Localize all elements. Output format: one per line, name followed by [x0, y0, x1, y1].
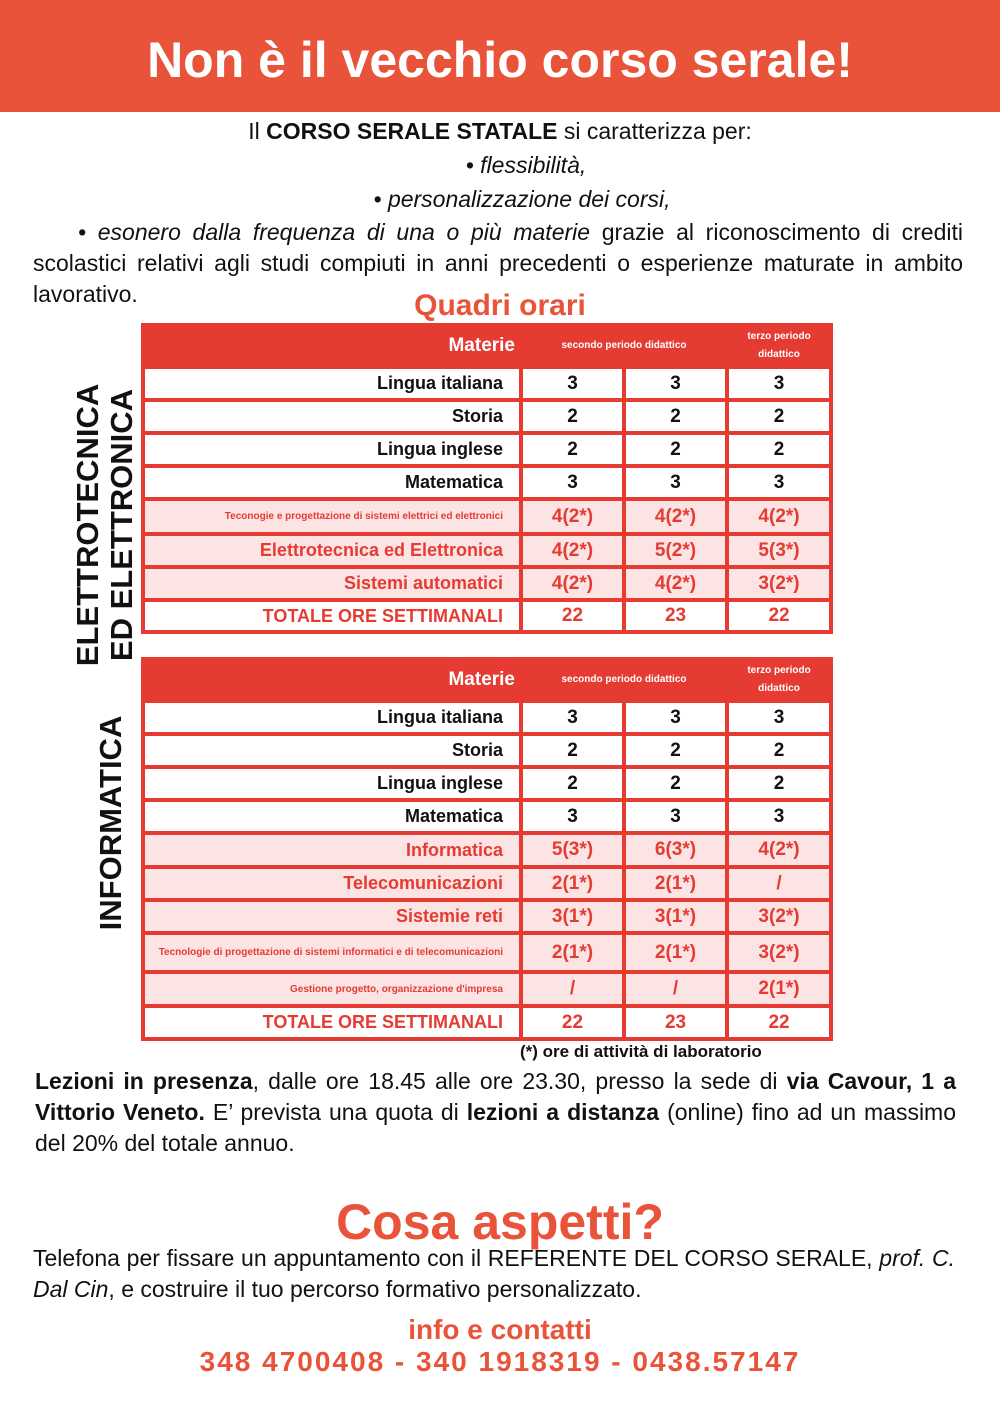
table-row — [145, 468, 829, 497]
intro-heading — [0, 116, 1000, 146]
hours-cell: 3(1*) — [523, 902, 622, 931]
page-title: Non è il vecchio corso serale! — [147, 32, 853, 88]
hours-cell: 3 — [626, 369, 725, 398]
hours-cell: 3 — [523, 703, 622, 732]
subject-cell: TOTALE ORE SETTIMANALI — [145, 1008, 519, 1037]
hours-cell: 2 — [729, 736, 829, 765]
hours-cell: 2 — [729, 402, 829, 431]
esonero-rest: grazie al riconoscimento di crediti scolastici relativi agli studi compiuti in anni precedenti o esperienze maturate in ambito lavorativo. — [33, 219, 963, 307]
header-secondo: secondo periodo didattico — [561, 340, 687, 351]
table-row — [145, 902, 829, 931]
hours-cell: 2(1*) — [523, 935, 622, 970]
hours-cell: 4(2*) — [729, 835, 829, 865]
telefona-paragraph: Telefona per fissare un appuntamento con il REFERENTE DEL CORSO SERALE, prof. C. Dal Cin, e costruire il tuo percorso formativo personalizzato. — [33, 1245, 956, 1302]
table-header — [145, 661, 829, 699]
hours-cell: 3 — [729, 703, 829, 732]
hours-cell: 2(1*) — [626, 935, 725, 970]
cta-heading: Cosa aspetti? — [336, 1194, 664, 1250]
table-row — [145, 402, 829, 431]
hours-cell: 3 — [626, 802, 725, 831]
phone-numbers: 348 4700408 - 340 1918319 - 0438.57147 — [199, 1346, 801, 1377]
table-row — [145, 569, 829, 598]
subject-cell: Lingua inglese — [145, 435, 519, 464]
hours-cell: 2 — [729, 435, 829, 464]
table-informatica — [141, 657, 833, 1041]
hours-cell: 3(2*) — [729, 569, 829, 598]
hours-cell: 3(1*) — [626, 902, 725, 931]
hours-cell: 23 — [626, 1008, 725, 1037]
quadri-orari-title: Quadri orari — [414, 289, 586, 322]
hours-cell: 3(2*) — [729, 935, 829, 970]
subject-cell: Lingua italiana — [145, 703, 519, 732]
intro-pre: Il — [248, 118, 267, 144]
header-secondo: secondo periodo didattico — [561, 674, 687, 685]
subject-cell: Matematica — [145, 468, 519, 497]
hours-cell: 23 — [626, 602, 725, 630]
hours-cell: 3 — [626, 468, 725, 497]
hours-cell: 4(2*) — [523, 536, 622, 565]
table-row — [145, 835, 829, 865]
hours-cell: 2 — [523, 402, 622, 431]
subject-cell: Storia — [145, 736, 519, 765]
table-row — [145, 736, 829, 765]
table-row — [145, 536, 829, 565]
hours-cell: 3 — [729, 369, 829, 398]
intro-bold: CORSO SERALE STATALE — [266, 118, 558, 144]
table-total-row — [145, 1008, 829, 1037]
hours-cell: / — [729, 869, 829, 898]
hours-cell: 2 — [523, 435, 622, 464]
table-elettrotecnica — [141, 323, 833, 634]
subject-cell: Sistemie reti — [145, 902, 519, 931]
hours-cell: 3 — [729, 468, 829, 497]
subject-cell: Sistemi automatici — [145, 569, 519, 598]
subject-cell: Storia — [145, 402, 519, 431]
hours-cell: 2 — [626, 435, 725, 464]
subject-cell: Teconogie e progettazione di sistemi elettrici ed elettronici — [145, 501, 519, 532]
hours-cell: 22 — [729, 1008, 829, 1037]
hours-cell: 6(3*) — [626, 835, 725, 865]
hours-cell: 3 — [523, 369, 622, 398]
hours-cell: 5(2*) — [626, 536, 725, 565]
hours-cell: 4(2*) — [626, 501, 725, 532]
hours-cell: 3 — [729, 802, 829, 831]
table-total-row — [145, 602, 829, 630]
subject-cell: Lingua inglese — [145, 769, 519, 798]
hours-cell: 4(2*) — [729, 501, 829, 532]
hours-cell: 22 — [729, 602, 829, 630]
table-row — [145, 935, 829, 970]
footnote-laboratorio: (*) ore di attività di laboratorio — [520, 1042, 762, 1061]
hours-cell: / — [523, 974, 622, 1004]
hours-cell: / — [626, 974, 725, 1004]
hours-cell: 22 — [523, 1008, 622, 1037]
hours-cell: 2 — [626, 769, 725, 798]
intro-post: si caratterizza per: — [557, 118, 752, 144]
table-header — [145, 327, 829, 365]
hours-cell: 3 — [626, 703, 725, 732]
table1-label: ELETTROTECNICA ED ELETTRONICA — [70, 383, 139, 667]
hours-cell: 3 — [523, 468, 622, 497]
info-contatti-title: info e contatti — [408, 1314, 592, 1345]
lessons-paragraph: Lezioni in presenza, dalle ore 18.45 alle ore 23.30, presso la sede di via Cavour, 1 a Vittorio Veneto. E’ prevista una quota di lezioni a distanza (online) fino ad un massimo del 20% del totale annuo. — [35, 1068, 957, 1156]
esonero-italic: • esonero dalla frequenza di una o più materie — [78, 219, 591, 245]
subject-cell: Elettrotecnica ed Elettronica — [145, 536, 519, 565]
hours-cell: 5(3*) — [729, 536, 829, 565]
hours-cell: 4(2*) — [523, 569, 622, 598]
table-row — [145, 501, 829, 532]
subject-cell: Matematica — [145, 802, 519, 831]
hours-cell: 2(1*) — [626, 869, 725, 898]
hours-cell: 4(2*) — [626, 569, 725, 598]
hours-cell: 4(2*) — [523, 501, 622, 532]
hours-cell: 2 — [523, 769, 622, 798]
bullet-personalizzazione: • personalizzazione dei corsi, — [373, 186, 671, 212]
subject-cell: Telecomunicazioni — [145, 869, 519, 898]
hours-cell: 2(1*) — [729, 974, 829, 1004]
header-materie: Materie — [448, 335, 515, 356]
subject-cell: Gestione progetto, organizzazione d'impresa — [145, 974, 519, 1004]
header-terzo: terzo periodo didattico — [747, 665, 811, 694]
hours-cell: 2 — [626, 736, 725, 765]
subject-cell: Tecnologie di progettazione di sistemi informatici e di telecomunicazioni — [145, 935, 519, 970]
hours-cell: 2(1*) — [523, 869, 622, 898]
hours-cell: 22 — [523, 602, 622, 630]
hours-cell: 5(3*) — [523, 835, 622, 865]
hours-cell: 3 — [523, 802, 622, 831]
hours-cell: 2 — [523, 736, 622, 765]
hours-cell: 2 — [626, 402, 725, 431]
table-row — [145, 974, 829, 1004]
subject-cell: Lingua italiana — [145, 369, 519, 398]
bullet-flessibilita: • flessibilità, — [465, 152, 587, 178]
header-materie: Materie — [448, 669, 515, 690]
table-row — [145, 435, 829, 464]
table-row — [145, 769, 829, 798]
table-row — [145, 869, 829, 898]
subject-cell: Informatica — [145, 835, 519, 865]
table-row — [145, 703, 829, 732]
subject-cell: TOTALE ORE SETTIMANALI — [145, 602, 519, 630]
hours-cell: 3(2*) — [729, 902, 829, 931]
table2-label: INFORMATICA — [93, 715, 128, 931]
table-row — [145, 802, 829, 831]
header-terzo: terzo periodo didattico — [747, 331, 811, 360]
table-row — [145, 369, 829, 398]
hours-cell: 2 — [729, 769, 829, 798]
